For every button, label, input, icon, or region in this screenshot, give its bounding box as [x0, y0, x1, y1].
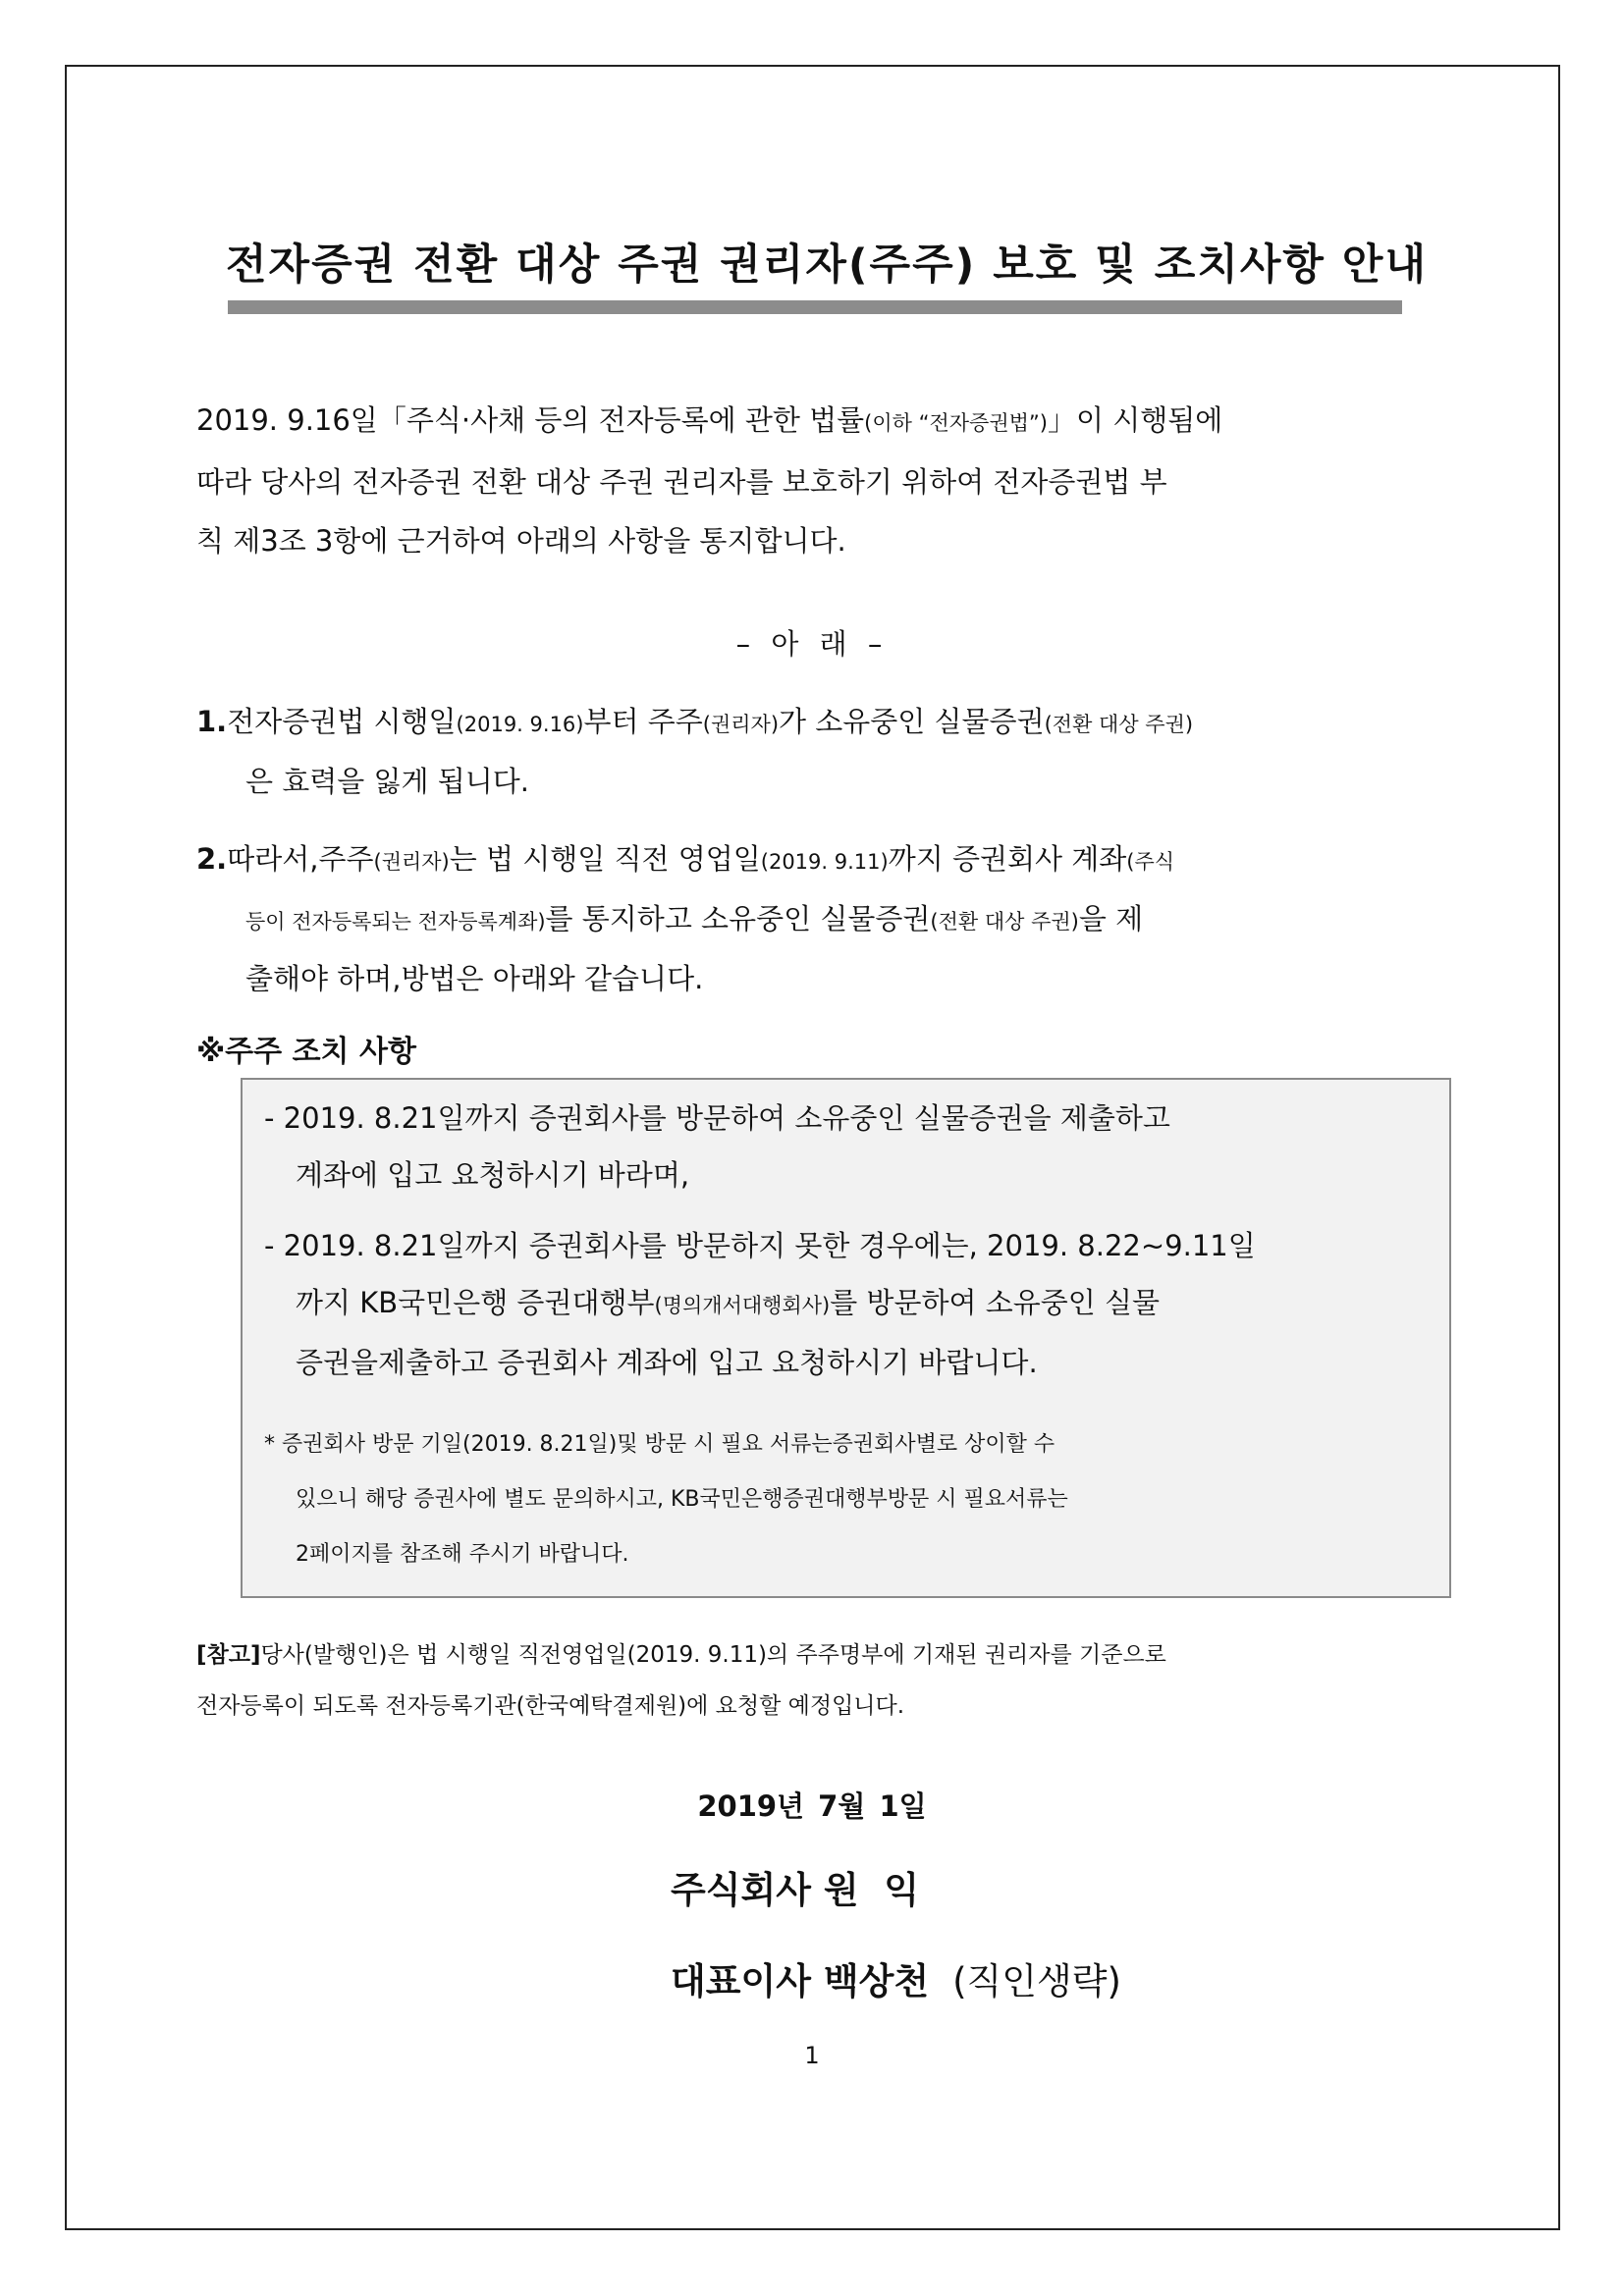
- section-marker: – 아 래 –: [735, 627, 889, 661]
- list-item-1: [196, 693, 1434, 810]
- intro-line-3: 칙 제3조 3항에 근거하여 아래의 사항을 통지합니다.: [196, 524, 846, 558]
- item-note: (2019. 9.11): [760, 850, 889, 874]
- reference-note: [196, 1629, 1434, 1732]
- item-text: 를 통지하고 소유중인 실물증권: [545, 902, 931, 935]
- intro-paragraph: [196, 391, 1432, 570]
- intro-text: 」이 시행됨에: [1047, 403, 1223, 437]
- reference-text: 당사(발행인)은 법 시행일 직전영업일(2019. 9.11)의 주주명부에 기재된 권리자를 기준으로: [260, 1642, 1166, 1668]
- list-item-line: 출해야 하며,방법은 아래와 같습니다.: [245, 962, 704, 995]
- notice-date: 2019년 7월 1일: [697, 1789, 927, 1823]
- company-name: 주식회사 원 익: [671, 1869, 920, 1911]
- actions-footnote: [264, 1417, 1433, 1582]
- action-text: 를 방문하여 소유중인 실물: [830, 1286, 1161, 1319]
- action-bullet-2-line-3: 증권을제출하고 증권회사 계좌에 입고 요청하시기 바랍니다.: [296, 1346, 1038, 1379]
- list-item-2: [196, 830, 1434, 1007]
- item-note: 등이 전자등록되는 전자등록계좌): [245, 910, 546, 934]
- reference-label: [참고]: [196, 1642, 261, 1668]
- item-text: 까지 증권회사 계좌: [888, 842, 1127, 876]
- bullet-spacer: [264, 1203, 1433, 1217]
- item-text: 을 제: [1078, 902, 1144, 935]
- item-note: (2019. 9.16): [456, 713, 584, 736]
- footnote-line-3: 2페이지를 참조해 주시기 바랍니다.: [296, 1542, 629, 1567]
- item-note: (권리자): [702, 713, 780, 736]
- reference-line-2: 전자등록이 되도록 전자등록기관(한국예탁결제원)에 요청할 예정입니다.: [196, 1693, 905, 1719]
- shareholder-actions-heading: ※주주 조치 사항: [196, 1035, 416, 1069]
- intro-line-1: [196, 391, 1432, 453]
- action-note: (명의개서대행회사): [654, 1294, 831, 1317]
- item-note: (권리자): [373, 850, 450, 874]
- item-number: 2.: [196, 842, 228, 876]
- intro-text: 2019. 9.16일「주식·사채 등의 전자등록에 관한 법률: [196, 403, 865, 437]
- action-bullet-1-line-2: 계좌에 입고 요청하시기 바라며,: [296, 1158, 690, 1192]
- seal-omitted-note: (직인생략): [952, 1960, 1121, 2002]
- action-bullet-2-line-1: - 2019. 8.21일까지 증권회사를 방문하지 못한 경우에는, 2019. 8.22~9.11일: [264, 1229, 1256, 1262]
- footnote-line-2: 있으니 해당 증권사에 별도 문의하시고, KB국민은행증권대행부방문 시 필요서류는: [296, 1487, 1068, 1512]
- page-number: 1: [804, 2042, 820, 2069]
- item-note: (전환 대상 주권): [930, 910, 1079, 934]
- ceo-signature-line: [671, 1951, 1121, 2004]
- list-item-line: [196, 693, 1434, 753]
- list-item-line: 은 효력을 잃게 됩니다.: [245, 765, 529, 798]
- intro-note: (이하 “전자증권법”): [864, 411, 1048, 435]
- shareholder-actions-box: [241, 1078, 1451, 1598]
- intro-line-2: 따라 당사의 전자증권 전환 대상 주권 권리자를 보호하기 위하여 전자증권법 부: [196, 465, 1167, 499]
- title-underline-bar: [228, 300, 1402, 314]
- item-text: 는 법 시행일 직전 영업일: [449, 842, 761, 876]
- list-item-line: [196, 890, 1434, 950]
- reference-line-1: [196, 1629, 1434, 1681]
- action-text: 까지 KB국민은행 증권대행부: [296, 1286, 655, 1319]
- page-title: 전자증권 전환 대상 주권 권리자(주주) 보호 및 조치사항 안내: [226, 240, 1428, 290]
- item-text: 가 소유중인 실물증권: [779, 705, 1045, 738]
- item-text: 따라서,주주: [227, 842, 374, 876]
- item-note: (전환 대상 주권): [1044, 713, 1194, 736]
- item-note: (주식: [1126, 850, 1175, 874]
- list-item-line: [196, 830, 1434, 890]
- actions-bullet-list: [264, 1090, 1433, 1391]
- item-number: 1.: [196, 705, 228, 738]
- item-text: 부터 주주: [583, 705, 703, 738]
- ceo-name: 대표이사 백상천: [671, 1960, 930, 2002]
- action-bullet-1-line-1: - 2019. 8.21일까지 증권회사를 방문하여 소유중인 실물증권을 제출하고: [264, 1101, 1170, 1135]
- item-text: 전자증권법 시행일: [227, 705, 457, 738]
- action-bullet-2-line-2: [264, 1274, 1433, 1334]
- footnote-line-1: * 증권회사 방문 기일(2019. 8.21일)및 방문 시 필요 서류는증권회사별로 상이할 수: [264, 1432, 1056, 1457]
